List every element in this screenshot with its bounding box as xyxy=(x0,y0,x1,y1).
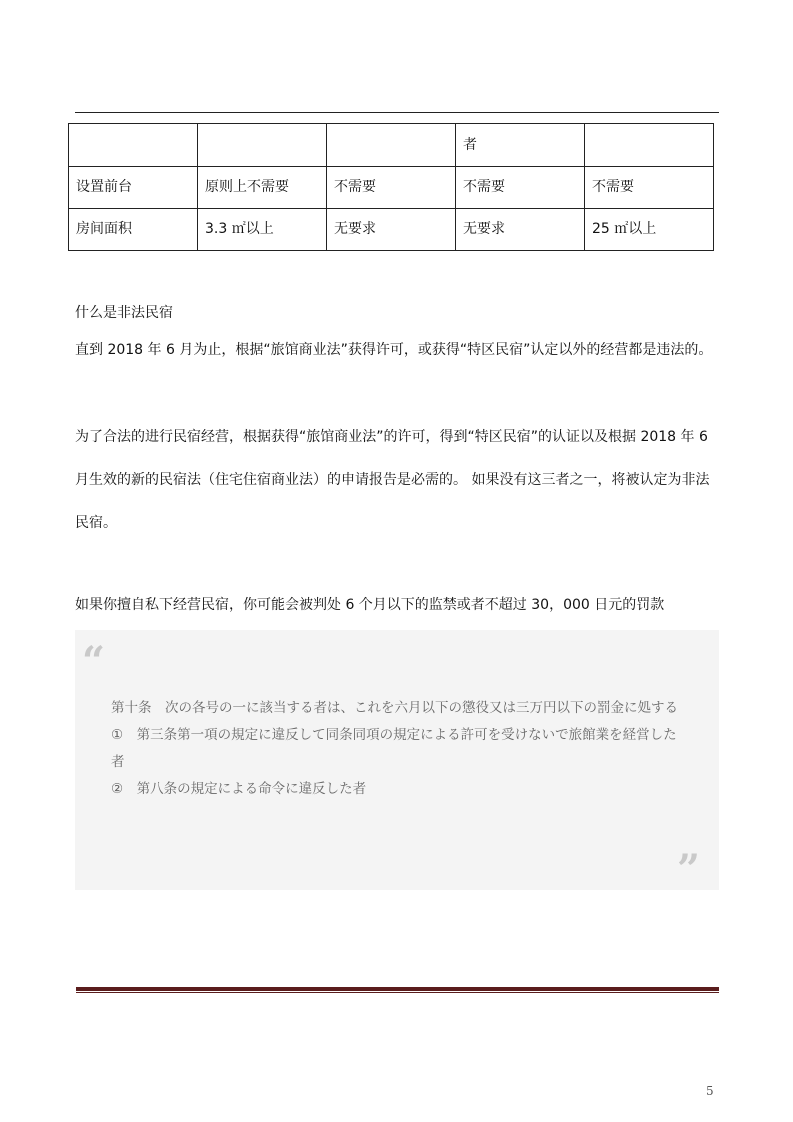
table-cell: 无要求 xyxy=(456,209,585,251)
table-cell: 者 xyxy=(456,124,585,167)
table-row xyxy=(69,209,714,251)
footer-rule xyxy=(76,987,719,991)
table-cell: 房间面积 xyxy=(69,209,198,251)
table-cell: 不需要 xyxy=(456,167,585,209)
quote-line: ② 第八条の規定による命令に違反した者 xyxy=(111,781,367,797)
table-row xyxy=(69,167,714,209)
footer-rule-thin xyxy=(76,992,719,993)
quote-line: 第十条 次の各号の一に該当する者は、これを六月以下の懲役又は三万円以下の罰金に処する xyxy=(111,700,678,716)
table-cell: 原则上不需要 xyxy=(198,167,327,209)
table-cell: 不需要 xyxy=(585,167,714,209)
table-cell xyxy=(69,124,198,167)
paragraph: 如果你擅自私下经营民宿，你可能会被判处 6 个月以下的监禁或者不超过 30，000 日元的罚款 xyxy=(75,597,665,613)
section-heading: 什么是非法民宿 xyxy=(75,305,173,321)
table-cell xyxy=(585,124,714,167)
header-rule xyxy=(75,112,719,113)
open-quote-icon: “ xyxy=(82,638,106,685)
table-cell: 25 ㎡以上 xyxy=(585,209,714,251)
table-cell: 无要求 xyxy=(327,209,456,251)
table-row xyxy=(69,124,714,167)
table-cell: 不需要 xyxy=(327,167,456,209)
table-cell: 设置前台 xyxy=(69,167,198,209)
paragraph: 直到 2018 年 6 月为止，根据“旅馆商业法”获得许可，或获得“特区民宿”认定以外的经营都是违法的。 xyxy=(75,342,713,358)
quote-line: ① 第三条第一項の規定に違反して同条同項の規定による許可を受けないで旅館業を経営した者 xyxy=(111,727,677,770)
table-cell: 3.3 ㎡以上 xyxy=(198,209,327,251)
close-quote-icon: ” xyxy=(677,846,701,893)
paragraph: 为了合法的进行民宿经营，根据获得“旅馆商业法”的许可，得到“特区民宿”的认证以及根据 2018 年 6 月生效的新的民宿法（住宅住宿商业法）的申请报告是必需的。 如果没有这三者之一，将被认定为非法民宿。 xyxy=(75,429,710,531)
quote-text xyxy=(111,695,683,803)
table-cell xyxy=(327,124,456,167)
table-cell xyxy=(198,124,327,167)
page-number: 5 xyxy=(706,1084,714,1098)
comparison-table xyxy=(68,123,714,251)
